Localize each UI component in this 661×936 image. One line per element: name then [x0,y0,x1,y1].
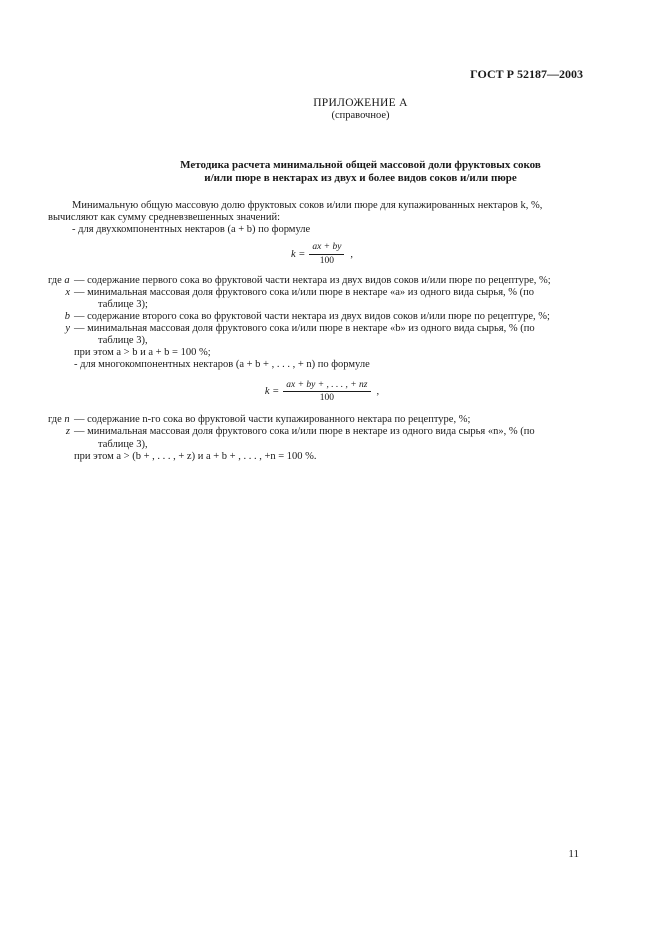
multi-component-intro: - для многокомпонентных нектаров (a + b + , . . . , + n) по формуле [74,359,370,371]
formula-1-tail: , [350,248,354,260]
definition-n [48,414,596,426]
definition-text: — минимальная массовая доля фруктового сока и/или пюре в нектаре «a» из одного вида сырья, % (по [74,287,535,299]
formula-multi-component [48,380,596,405]
formula-2-tail: , [376,385,380,397]
formula-1-fraction [309,242,344,267]
intro-line-1: Минимальную общую массовую долю фруктовых соков и/или пюре для купажированных нектаров k, %, [72,200,543,211]
definition-text: — минимальная массовая доля фруктового сока и/или пюре в нектаре из одного вида сырья «n», % (по [74,426,535,438]
section-title-line-2: и/или пюре в нектарах из двух и более видов соков и/или пюре [204,171,517,184]
definition-y [48,323,596,335]
definition-text: — содержание первого сока во фруктовой части нектара из двух видов соков и/или пюре по рецептуре, %; [74,275,551,287]
definition-symbol: z [65,426,70,438]
definition-text: — содержание n-го сока во фруктовой части купажированного нектара по рецептуре, %; [74,414,471,426]
definition-a [48,275,596,287]
appendix-subtitle: (справочное) [331,110,390,122]
condition-multi-component: при этом a > (b + , . . . , + z) и a + b + , . . . , +n = 100 %. [74,450,317,462]
formula-two-component [48,242,596,267]
document-body [48,200,596,463]
definition-prefix: где [48,414,62,426]
definition-z [48,426,596,438]
standard-code: ГОСТ Р 52187—2003 [470,67,583,81]
definition-symbol: x [65,287,70,299]
page-number: 11 [568,848,579,860]
intro-line-3: - для двухкомпонентных нектаров (a + b) по формуле [72,224,311,236]
formula-1-denominator: 100 [319,256,334,267]
formula-2-fraction [283,380,370,405]
definition-z-continuation: таблице 3), [98,438,148,450]
formula-2-denominator: 100 [319,393,334,404]
section-title [60,159,661,184]
appendix-heading [60,97,661,122]
definition-x [48,287,596,299]
definition-symbol: a [64,275,70,287]
appendix-title: ПРИЛОЖЕНИЕ А [313,97,408,109]
definition-x-continuation: таблице 3); [98,299,148,311]
formula-1-lhs: k = [290,248,306,260]
definition-text: — содержание второго сока во фруктовой части нектара из двух видов соков и/или пюре по рецептуре, %; [74,311,550,323]
definition-b [48,311,596,323]
formula-1-numerator: ax + by [309,242,344,255]
definition-symbol: y [65,323,70,335]
formula-2-lhs: k = [264,385,280,397]
condition-two-component: при этом a > b и a + b = 100 %; [74,347,211,359]
definition-symbol: n [64,414,70,426]
section-title-line-1: Методика расчета минимальной общей массовой доли фруктовых соков [180,159,541,171]
intro-line-2: вычисляют как сумму средневзвешенных значений: [48,212,281,224]
definition-y-continuation: таблице 3), [98,335,148,347]
definition-text: — минимальная массовая доля фруктового сока и/или пюре в нектаре «b» из одного вида сырья, % (по [74,323,535,335]
formula-2-numerator: ax + by + , . . . , + nz [283,380,370,393]
definition-prefix: где [48,275,62,287]
definition-symbol: b [64,311,70,323]
